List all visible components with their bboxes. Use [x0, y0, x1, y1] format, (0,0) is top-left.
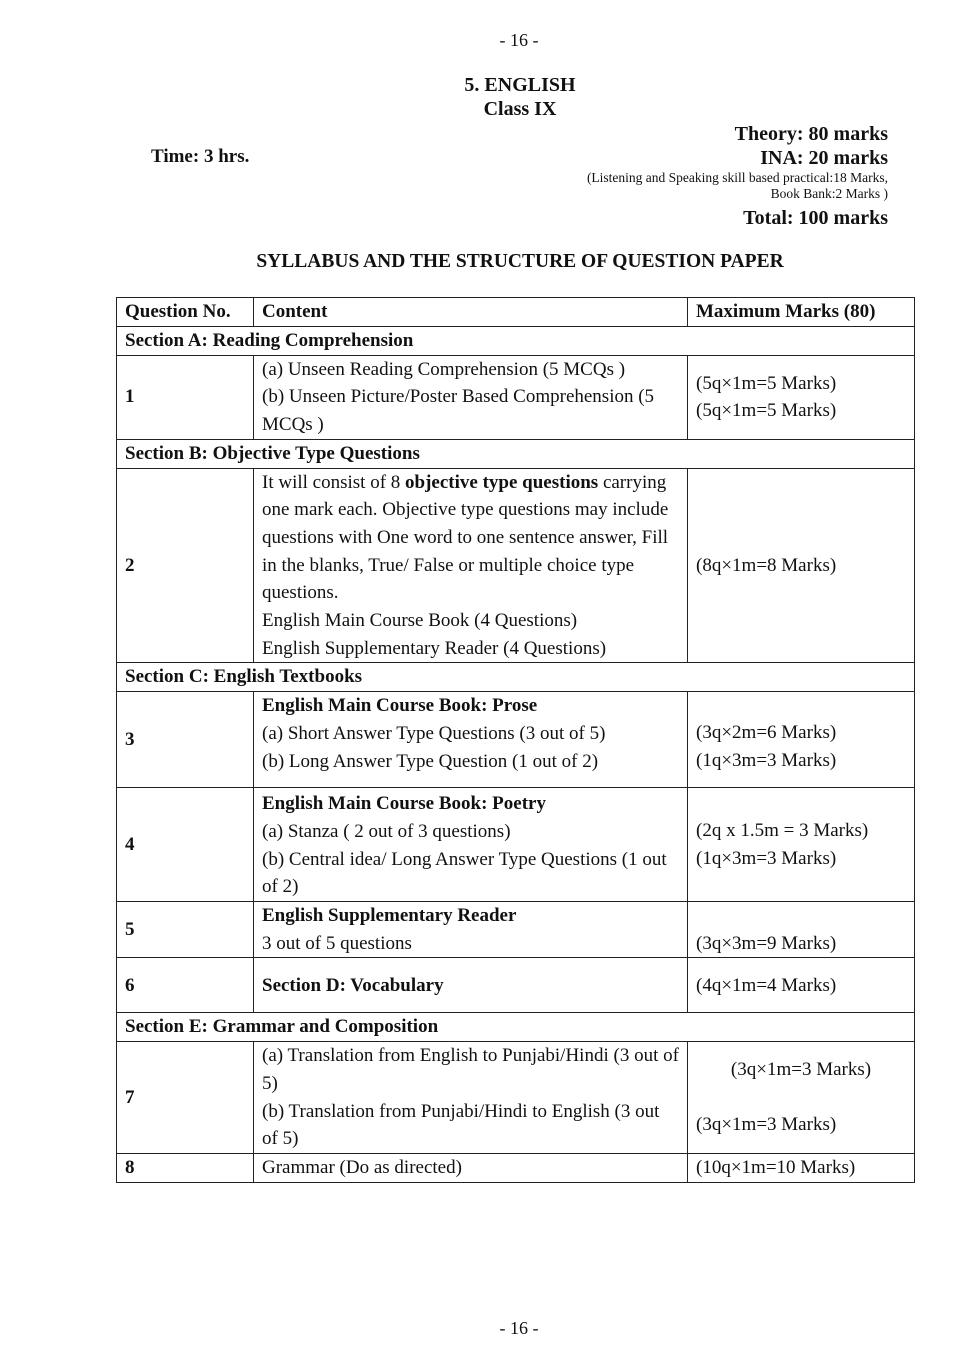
- table-row: [117, 468, 915, 663]
- question-marks: (10q×1m=10 Marks): [688, 1153, 915, 1182]
- question-number: 8: [117, 1153, 254, 1182]
- ina-marks: INA: 20 marks: [760, 147, 888, 169]
- content-line: (b) Long Answer Type Question (1 out of 2): [262, 750, 599, 772]
- content-line: (b) Central idea/ Long Answer Type Questions (1 out of 2): [262, 848, 667, 898]
- content-line: (b) Translation from Punjabi/Hindi to English (3 out of 5): [262, 1100, 660, 1150]
- marks-line: (1q×3m=3 Marks): [696, 847, 837, 869]
- content-bold-text: objective type questions: [405, 471, 599, 493]
- column-header: Maximum Marks (80): [688, 298, 915, 327]
- table-row: [117, 1042, 915, 1154]
- section-a-title: Section A: Reading Comprehension: [117, 327, 915, 356]
- theory-marks: Theory: 80 marks: [734, 123, 888, 145]
- content-line: (a) Stanza ( 2 out of 3 questions): [262, 820, 511, 842]
- marks-summary: [587, 122, 888, 230]
- marks-line: (3q×1m=3 Marks): [730, 1059, 872, 1081]
- marks-line: (2q x 1.5m = 3 Marks): [696, 819, 869, 841]
- question-number: 1: [117, 355, 254, 439]
- question-marks: (3q×3m=9 Marks): [688, 902, 915, 958]
- question-marks: (4q×1m=4 Marks): [688, 958, 915, 1013]
- content-line: 3 out of 5 questions: [262, 932, 412, 954]
- question-content: [254, 1042, 688, 1154]
- content-line: (a) Short Answer Type Questions (3 out of 5): [262, 722, 606, 744]
- content-line: English Main Course Book (4 Questions): [262, 610, 578, 632]
- column-header: Question No.: [117, 298, 254, 327]
- question-number: 7: [117, 1042, 254, 1154]
- question-number: 6: [117, 958, 254, 1013]
- content-text: It will consist of 8: [262, 471, 406, 493]
- question-marks: [688, 355, 915, 439]
- table-row: [117, 902, 915, 958]
- subject-header: [0, 73, 958, 121]
- question-number: 4: [117, 788, 254, 902]
- marks-line: (3q×2m=6 Marks): [696, 721, 837, 743]
- question-content: [254, 355, 688, 439]
- total-marks: Total: 100 marks: [743, 207, 888, 229]
- table-row: [117, 1153, 915, 1182]
- content-title: English Main Course Book: Prose: [262, 695, 538, 717]
- question-marks: [688, 788, 915, 902]
- table-row: [117, 958, 915, 1013]
- table-row: [117, 355, 915, 439]
- table-row: [117, 788, 915, 902]
- question-marks: (8q×1m=8 Marks): [688, 468, 915, 663]
- marks-line: (5q×1m=5 Marks): [696, 372, 837, 394]
- content-paragraph: [262, 469, 679, 608]
- section-c-title: Section C: English Textbooks: [117, 663, 915, 692]
- marks-line: (1q×3m=3 Marks): [696, 749, 837, 771]
- content-line: English Supplementary Reader (4 Questions): [262, 637, 607, 659]
- content-title: English Main Course Book: Poetry: [262, 793, 546, 815]
- subject-title: 5. ENGLISH: [464, 74, 576, 96]
- section-row: [117, 1013, 915, 1042]
- time-allowed: Time: 3 hrs.: [151, 146, 250, 167]
- section-row: [117, 327, 915, 356]
- section-b-title: Section B: Objective Type Questions: [117, 439, 915, 468]
- content-text: carrying one mark each. Objective type questions may include questions with One word to one sentence answer, Fill in the blanks, True/ False or multiple choice type questions.: [262, 471, 669, 604]
- question-content: [254, 468, 688, 663]
- ina-note-1: (Listening and Speaking skill based practical:18 Marks,: [586, 170, 888, 185]
- content-line: (a) Translation from English to Punjabi/Hindi (3 out of 5): [262, 1045, 679, 1094]
- question-content: [254, 788, 688, 902]
- class-title: Class IX: [483, 98, 557, 120]
- question-number: 3: [117, 692, 254, 788]
- content-title: English Supplementary Reader: [262, 905, 517, 927]
- page-number-top: - 16 -: [499, 30, 539, 50]
- content-line: (b) Unseen Picture/Poster Based Comprehension (5 MCQs ): [262, 386, 655, 436]
- marks-line: (3q×1m=3 Marks): [696, 1114, 837, 1136]
- question-number: 5: [117, 902, 254, 958]
- question-marks: [688, 1042, 915, 1154]
- table-row: [117, 692, 915, 788]
- ina-note-2: Book Bank:2 Marks ): [770, 186, 888, 201]
- question-number: 2: [117, 468, 254, 663]
- section-row: [117, 663, 915, 692]
- question-content: [254, 692, 688, 788]
- column-header: Content: [254, 298, 688, 327]
- section-row: [117, 439, 915, 468]
- question-paper-table: [116, 297, 915, 1183]
- content-line: (a) Unseen Reading Comprehension (5 MCQs ): [262, 358, 626, 380]
- page-number-bottom: - 16 -: [499, 1318, 539, 1338]
- question-marks: [688, 692, 915, 788]
- section-e-title: Section E: Grammar and Composition: [117, 1013, 915, 1042]
- question-content: [254, 902, 688, 958]
- syllabus-heading: SYLLABUS AND THE STRUCTURE OF QUESTION PAPER: [256, 251, 784, 272]
- question-content: Section D: Vocabulary: [254, 958, 688, 1013]
- marks-line: (5q×1m=5 Marks): [696, 400, 837, 422]
- question-content: Grammar (Do as directed): [254, 1153, 688, 1182]
- table-header-row: [117, 298, 915, 327]
